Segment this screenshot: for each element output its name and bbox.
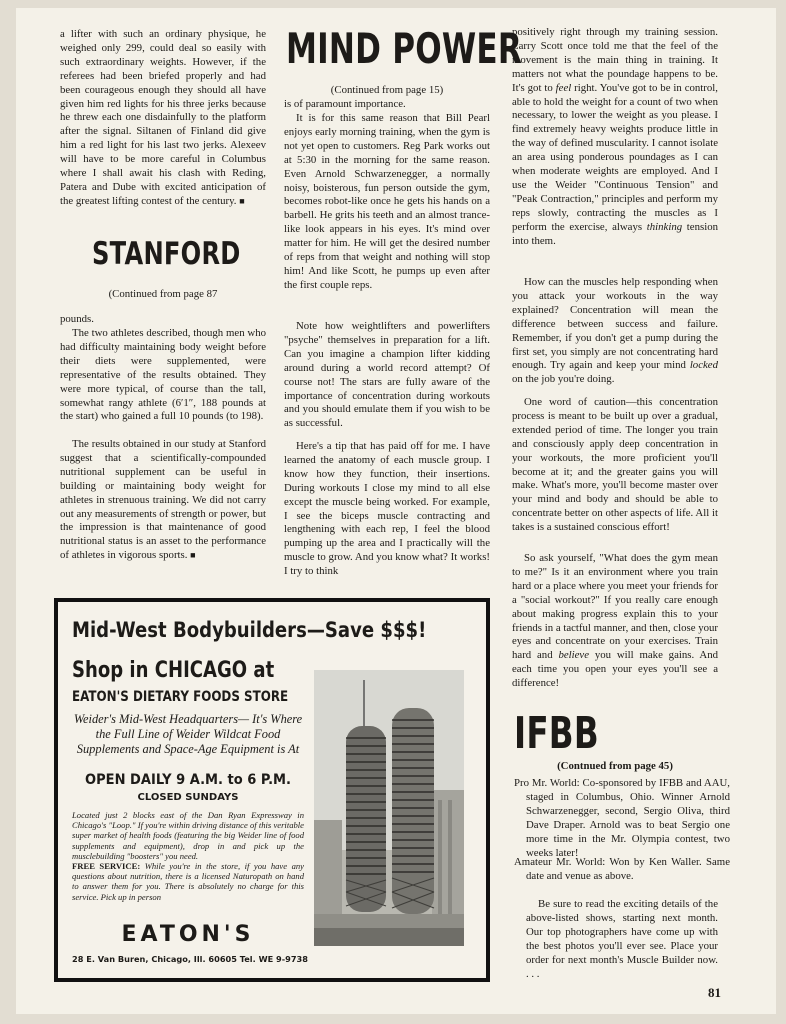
ifbb-item-2: Amateur Mr. World: Won by Ken Waller. Same date and venue as above. (514, 856, 730, 882)
ad-shop-line: Shop in CHICAGO at (72, 658, 275, 683)
mind-power-paragraph-2: It is for this same reason that Bill Pearl enjoys early morning training, when the gym is not yet open to customers. Reg Park works out at 5:30 in the morning for the same reason. Even Arnold Schwarzenegger, a normally noisy, boisterous, fun person outside the gym, becomes robot-like once he gets his hands on a barbell. He grits his teeth and an almost trance-like look appears in his eyes. It's mind over matter for him. He will get the desired number of reps from that weight and nothing will stop him! And like Scott, he pumps up even after the first couple reps. (284, 112, 490, 291)
end-mark: ■ (190, 550, 196, 561)
col3-paragraph-2: How can the muscles help responding when you attack your workouts in the way explained? Concentration will mean the difference between success and failure. Remember, if you don't get a pump during the first set, you simply are not concentrating hard enough. Try again and keep your mind locked on the job you're doing. (512, 276, 718, 386)
ifbb-item-1: Pro Mr. World: Co-sponsored by IFBB and AAU, staged in Columbus, Ohio. Winner Arnold Schwarzenegger, second, Sergio Oliva, third Dave Draper. Arnold was to beat Sergio one more time in the Mr. Olympia contest, two weeks later! (514, 777, 730, 859)
stanford-paragraph-1: pounds. (60, 313, 94, 325)
col3-paragraph-1: positively right through my training session. Larry Scott once told me that the feel of the movement is the main thing in training. It matters not what the poundage happens to be. It's got to feel right. You've got to be in control, able to hold the weight for a count of two when necessary, to lower the weight as you please. I find extremely heavy weights produce little in the way of defined muscularity. I cannot isolate an area using ponderous poundages as I can when moderate weights are employed. And I use the Weider "Continuous Tension" and "Peak Contraction," principles and perform my reps slowly, contracting the muscles as I perform the exercise, always thinking tension into them. (512, 26, 718, 247)
ifbb-heading: IFBB (514, 708, 599, 759)
col1-paragraph: a lifter with such an ordinary physique, he weighed only 299, could deal so easily with such extraordinary weights. However, if the referees had been briefed properly and had been courageous enough they should all have given him red lights for his three jerks because he threw each one disdainfully to the platform after the signal. Siltanen of Finland did give him a red light for his last two jerks. Alexeev will have to be more careful in Columbus where I shall await his clash with Reding, Patera and Dube with excited anticipation of the greatest lifting contest of the century. ■ (60, 28, 266, 207)
ad-weider-line: Weider's Mid-West Headquarters— It's Where the Full Line of Weider Wildcat Food Supplements and Space-Age Equipment is At (73, 712, 303, 756)
ad-title: Mid-West Bodybuilders—Save $$$! (72, 618, 427, 642)
ad-address: 28 E. Van Buren, Chicago, Ill. 60605 Tel. WE 9-9738 (72, 954, 308, 964)
stanford-paragraph-2: The two athletes described, though men who had difficulty maintaining body weight before their diets were supplemented, were representative of the results obtained. They were more typical, of course than the tall, somewhat rangy athlete (6′1″, 188 pounds at the start) who gained a full 10 pounds (to 198). (60, 327, 266, 423)
stanford-heading: STANFORD (92, 236, 241, 272)
page-number: 81 (708, 985, 721, 1000)
marina-towers-illustration (314, 670, 464, 946)
ad-hours: OPEN DAILY 9 A.M. to 6 P.M. (85, 772, 291, 788)
eatons-advertisement (54, 598, 490, 982)
col3-paragraph-4: So ask yourself, "What does the gym mean to me?" Is it an environment where you train hard or a place where you meet your friends for a "social workout?" If you really care enough about making progress explain this to your friends in a tactful manner, and then, close your eyes and concentrate on your exercises. Train hard and believe you will make gains. And each time you open your eyes you'll see a difference! (512, 552, 718, 690)
ad-brand: EATON'S (121, 922, 255, 947)
mind-power-paragraph-4: Here's a tip that has paid off for me. I have learned the anatomy of each muscle group. I know how they function, their insertions. During workouts I close my mind to all else except the muscle being worked. For example, I see the biceps muscle contracting and lengthening with each rep, I feel the blood pumping up the area and I practically will the muscle to grow. And you know what? It works! I try to think (284, 440, 490, 578)
marina-towers-photo (314, 670, 464, 946)
col3-paragraph-3: One word of caution—this concentration process is meant to be built up over a gradual, extended period of time. The longer you train and consciously apply deep concentration in your workouts, the more proficient you'll become at it; and the greater gains you will make. What's more, you'll become master over your mind and body and should be able to concentrate better on other aspects of life. All it takes is a sustained conscious effort! (512, 396, 718, 534)
ad-store-name: EATON'S DIETARY FOODS STORE (72, 689, 289, 705)
ad-location-text: Located just 2 blocks east of the Dan Ryan Expressway in Chicago's "Loop." If you're within driving distance of this veritable super market of health foods (featuring the big Weider line of food supplements and equipment), drop in and pick up the musclebuilding "boosters" you need. FREE SERVICE: While you're in the store, if you have any questions about nutrition, there is a licensed Naturopath on hand to answer them for you. There is absolutely no charge for this service. Pick up in person (72, 810, 304, 902)
mind-power-paragraph-1: is of paramount importance. (284, 98, 406, 110)
end-mark: ■ (239, 195, 245, 206)
stanford-continued: (Continued from page 87 (108, 288, 218, 300)
ifbb-item-3: Be sure to read the exciting details of the above-listed shows, starting next month. Our top photographers have come up with the best photos you'll ever see. Place your order for next month's Muscle Builder now. . . . (526, 898, 718, 980)
ifbb-continued: (Contnued from page 45) (557, 760, 673, 772)
stanford-paragraph-3: The results obtained in our study at Stanford suggest that a scientifically-compounded nutritional supplement can be useful in building or maintaining body weight for athletes in strenuous training. We did not carry out any measurements of strength or power, but the impression is that maintenance of good nutritional status is an asset to the performance of athletes in vigorous sports. ■ (60, 438, 266, 562)
mind-power-continued: (Continued from page 15) (330, 84, 444, 96)
ad-closed-sundays: CLOSED SUNDAYS (137, 792, 239, 803)
mind-power-paragraph-3: Note how weightlifters and powerlifters "psyche" themselves in preparation for a lift. Can you imagine a champion lifter kidding around during a world record attempt? Of course not! The stars are fully aware of the importance of concentration during workouts and you should emulate them if you wish to be as successful. (284, 320, 490, 430)
mind-power-heading: MIND POWER (286, 24, 522, 73)
